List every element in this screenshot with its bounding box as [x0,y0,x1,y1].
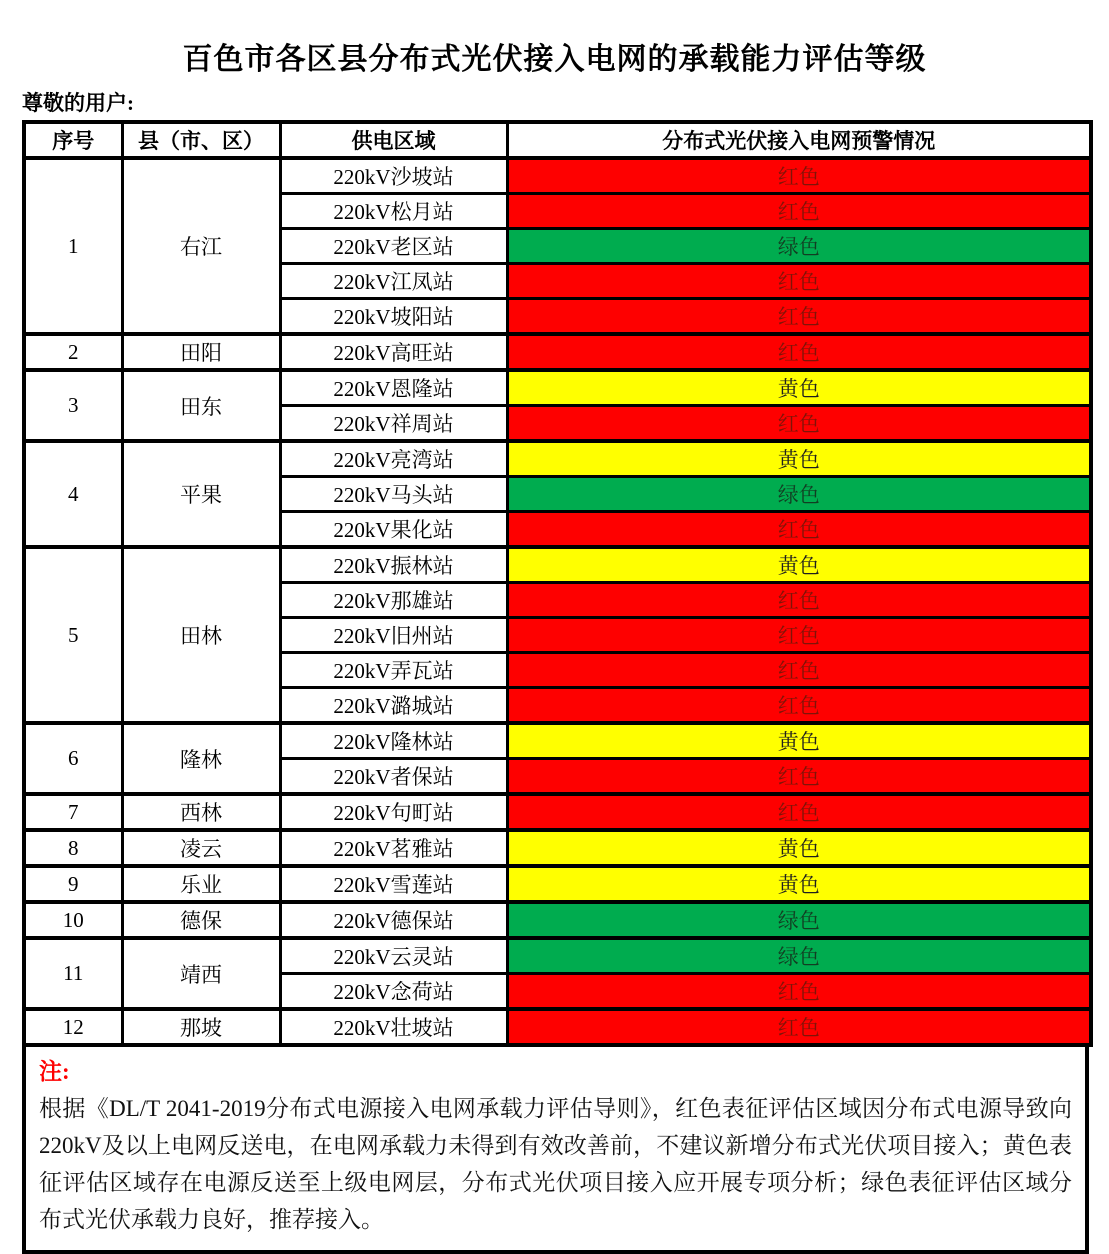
station-cell: 220kV隆林站 [280,723,507,759]
station-cell: 220kV松月站 [280,194,507,229]
warning-cell: 红色 [507,688,1091,724]
index-cell: 8 [24,830,122,866]
county-cell: 田林 [122,547,280,723]
station-cell: 220kV者保站 [280,759,507,795]
index-cell: 2 [24,334,122,370]
county-cell: 右江 [122,158,280,334]
index-cell: 1 [24,158,122,334]
county-cell: 田东 [122,370,280,441]
station-cell: 220kV祥周站 [280,406,507,442]
table-row [24,1009,1091,1045]
warning-cell: 红色 [507,264,1091,299]
warning-cell: 绿色 [507,902,1091,938]
station-cell: 220kV德保站 [280,902,507,938]
index-cell: 6 [24,723,122,794]
station-cell: 220kV茗雅站 [280,830,507,866]
station-cell: 220kV江凤站 [280,264,507,299]
note-body-text: 根据《DL/T 2041-2019分布式电源接入电网承载力评估导则》，红色表征评估区域因分布式电源导致向220kV及以上电网反送电，在电网承载力未得到有效改善前，不建议新增分布式光伏项目接入；黄色表征评估区域存在电源反送至上级电网层，分布式光伏项目接入应开展专项分析；绿色表征评估区域分布式光伏承载力良好，推荐接入。 [39,1096,1072,1232]
greeting-text: 尊敬的用户: [22,91,134,115]
station-cell: 220kV句町站 [280,794,507,830]
station-cell: 220kV弄瓦站 [280,653,507,688]
county-cell: 凌云 [122,830,280,866]
table-row [24,723,1091,759]
header-index: 序号 [24,122,122,158]
index-cell: 7 [24,794,122,830]
table-row [24,334,1091,370]
index-cell: 9 [24,866,122,902]
warning-cell: 绿色 [507,938,1091,974]
warning-cell: 红色 [507,406,1091,442]
index-cell: 5 [24,547,122,723]
index-cell: 3 [24,370,122,441]
table-row [24,866,1091,902]
station-cell: 220kV亮湾站 [280,441,507,477]
station-cell: 220kV坡阳站 [280,299,507,335]
table-row [24,830,1091,866]
station-cell: 220kV云灵站 [280,938,507,974]
county-cell: 靖西 [122,938,280,1009]
warning-cell: 红色 [507,794,1091,830]
warning-cell: 黄色 [507,547,1091,583]
warning-cell: 绿色 [507,477,1091,512]
station-cell: 220kV雪莲站 [280,866,507,902]
table-row [24,547,1091,583]
header-county: 县（市、区） [122,122,280,158]
index-cell: 11 [24,938,122,1009]
station-cell: 220kV高旺站 [280,334,507,370]
station-cell: 220kV旧州站 [280,618,507,653]
warning-cell: 黄色 [507,441,1091,477]
warning-cell: 红色 [507,618,1091,653]
table-row [24,441,1091,477]
table-header-row [24,122,1091,158]
content-area [22,120,1089,1254]
warning-cell: 红色 [507,194,1091,229]
warning-cell: 红色 [507,1009,1091,1045]
index-cell: 12 [24,1009,122,1045]
warning-cell: 黄色 [507,866,1091,902]
warning-cell: 红色 [507,653,1091,688]
station-cell: 220kV恩隆站 [280,370,507,406]
warning-cell: 绿色 [507,229,1091,264]
note-box [22,1047,1089,1254]
warning-cell: 黄色 [507,830,1091,866]
station-cell: 220kV那雄站 [280,583,507,618]
page [0,34,1109,1232]
warning-cell: 黄色 [507,723,1091,759]
station-cell: 220kV壮坡站 [280,1009,507,1045]
table-row [24,370,1091,406]
index-cell: 4 [24,441,122,547]
warning-cell: 红色 [507,299,1091,335]
county-cell: 德保 [122,902,280,938]
station-cell: 220kV沙坡站 [280,158,507,194]
warning-cell: 黄色 [507,370,1091,406]
county-cell: 隆林 [122,723,280,794]
county-cell: 乐业 [122,866,280,902]
county-cell: 西林 [122,794,280,830]
station-cell: 220kV果化站 [280,512,507,548]
warning-cell: 红色 [507,974,1091,1010]
county-cell: 平果 [122,441,280,547]
station-cell: 220kV潞城站 [280,688,507,724]
table-row [24,938,1091,974]
page-title: 百色市各区县分布式光伏接入电网的承载能力评估等级 [182,43,927,76]
station-cell: 220kV马头站 [280,477,507,512]
warning-cell: 红色 [507,512,1091,548]
table-row [24,902,1091,938]
warning-cell: 红色 [507,334,1091,370]
county-cell: 那坡 [122,1009,280,1045]
assessment-table [22,120,1093,1047]
table-row [24,158,1091,194]
station-cell: 220kV老区站 [280,229,507,264]
station-cell: 220kV振林站 [280,547,507,583]
county-cell: 田阳 [122,334,280,370]
index-cell: 10 [24,902,122,938]
header-station: 供电区域 [280,122,507,158]
warning-cell: 红色 [507,759,1091,795]
table-row [24,794,1091,830]
note-label: 注: [39,1059,70,1084]
header-warning: 分布式光伏接入电网预警情况 [507,122,1091,158]
warning-cell: 红色 [507,158,1091,194]
station-cell: 220kV念荷站 [280,974,507,1010]
warning-cell: 红色 [507,583,1091,618]
